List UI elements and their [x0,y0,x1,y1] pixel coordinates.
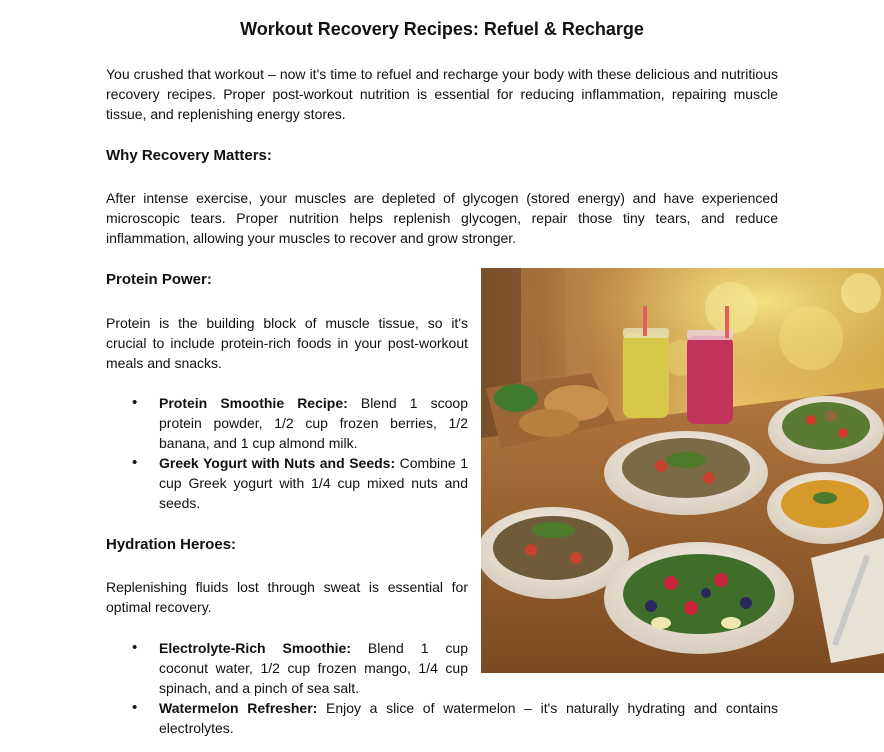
list-item [106,393,468,453]
why-recovery-heading: Why Recovery Matters: [106,147,272,164]
hydration-paragraph: Replenishing fluids lost through sweat is essential for optimal recovery. [106,579,468,615]
list-item [106,453,468,513]
list-item [106,698,778,738]
recipe-text: Blend 1 scoop protein powder, 1/2 cup frozen berries, 1/2 banana, and 1 cup almond milk. [159,395,468,451]
intro-paragraph: You crushed that workout – now it's time to refuel and recharge your body with these delicious and nutritious recovery recipes. Proper post-workout nutrition is essential for reducing inflammation, repairing muscle tissue, and replenishing energy stores. [106,66,778,122]
list-item [106,638,468,698]
hydration-heading: Hydration Heroes: [106,536,237,553]
recipe-name: Greek Yogurt with Nuts and Seeds: [159,455,396,471]
recipe-text: Blend 1 cup coconut water, 1/2 cup frozen mango, 1/4 cup spinach, and a pinch of sea salt. [159,640,468,696]
why-recovery-paragraph: After intense exercise, your muscles are depleted of glycogen (stored energy) and have experienced microscopic tears. Proper nutrition helps replenish glycogen, repair those tiny tears, and reduce inflammation, allowing your muscles to recover and grow stronger. [106,190,778,246]
recipe-name: Watermelon Refresher: [159,700,318,716]
recipe-name: Electrolyte-Rich Smoothie: [159,640,351,656]
protein-recipe-list [106,393,468,513]
protein-heading: Protein Power: [106,271,212,288]
page-title: Workout Recovery Recipes: Refuel & Recharge [240,19,644,39]
recipe-name: Protein Smoothie Recipe: [159,395,348,411]
recovery-meals-photo [481,268,884,673]
protein-paragraph: Protein is the building block of muscle tissue, so it's crucial to include protein-rich foods in your post-workout meals and snacks. [106,315,468,371]
recipe-text: Enjoy a slice of watermelon – it's naturally hydrating and contains electrolytes. [159,700,778,736]
recipe-text: Combine 1 cup Greek yogurt with 1/4 cup mixed nuts and seeds. [159,455,469,511]
